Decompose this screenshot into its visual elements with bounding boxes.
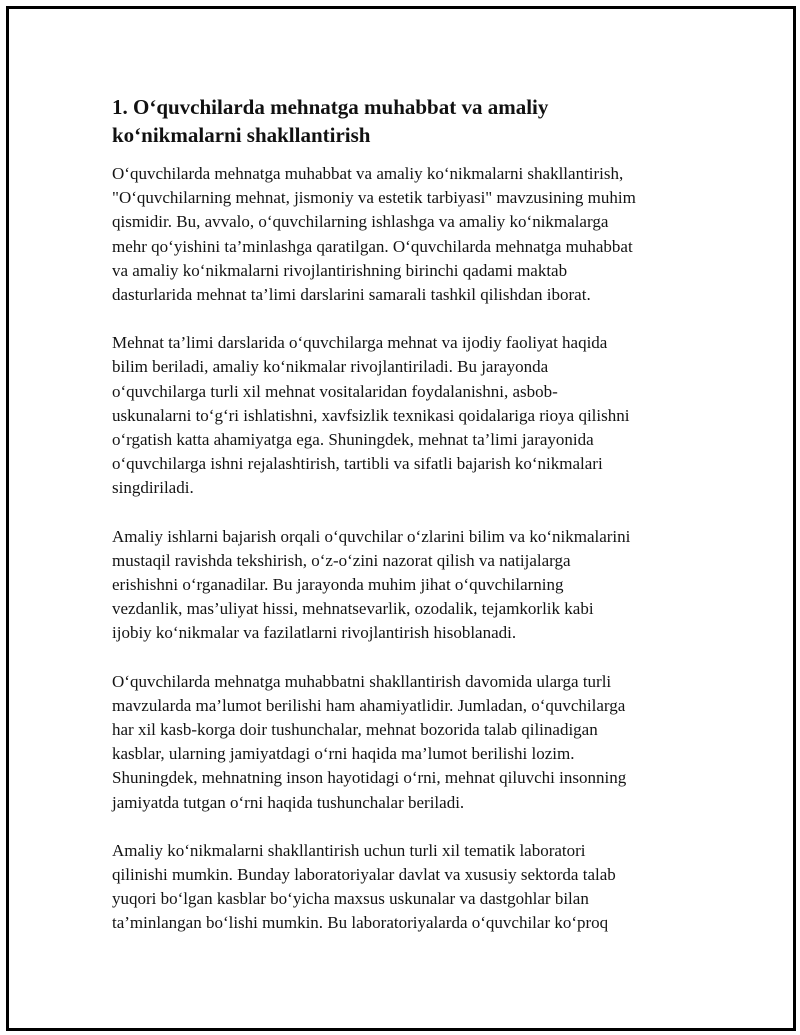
text-line: dasturlarida mehnat ta’limi darslarini samarali tashkil qilishdan iborat. [112, 285, 591, 305]
text-line: har xil kasb-korga doir tushunchalar, mehnat bozorida talab qilinadigan [112, 720, 598, 740]
text-line: qismidir. Bu, avvalo, o‘quvchilarning ishlashga va amaliy ko‘nikmalarga [112, 212, 609, 232]
text-line: Mehnat ta’limi darslarida o‘quvchilarga mehnat va ijodiy faoliyat haqida [112, 333, 608, 353]
text-line: mehr qo‘yishini ta’minlashga qaratilgan. O‘quvchilarda mehnatga muhabbat [112, 236, 633, 256]
document-content [112, 93, 692, 960]
text-line: o‘quvchilarga turli xil mehnat vositalaridan foydalanishni, asbob- [112, 381, 558, 401]
text-line: bilim beriladi, amaliy ko‘nikmalar rivojlantiriladi. Bu jarayonda [112, 357, 549, 377]
text-line: o‘quvchilarga ishni rejalashtirish, tartibli va sifatli bajarish ko‘nikmalari [112, 454, 603, 474]
text-line: uskunalarni to‘g‘ri ishlatishni, xavfsizlik texnikasi qoidalariga rioya qilishni [112, 405, 630, 425]
text-line: va amaliy ko‘nikmalarni rivojlantirishning birinchi qadami maktab [112, 260, 568, 280]
text-line: singdiriladi. [112, 478, 194, 498]
text-line: "O‘quvchilarning mehnat, jismoniy va estetik tarbiyasi" mavzusining muhim [112, 188, 636, 208]
text-line: ijobiy ko‘nikmalar va fazilatlarni rivojlantirish hisoblanadi. [112, 623, 517, 643]
paragraph-5 [112, 839, 692, 936]
text-line: yuqori bo‘lgan kasblar bo‘yicha maxsus uskunalar va dastgohlar bilan [112, 889, 589, 909]
text-line: mustaqil ravishda tekshirish, o‘z-o‘zini nazorat qilish va natijalarga [112, 550, 571, 570]
text-line: jamiyatda tutgan o‘rni haqida tushunchalar beriladi. [112, 792, 465, 812]
document-title [112, 93, 692, 149]
text-line: Amaliy ishlarni bajarish orqali o‘quvchilar o‘zlarini bilim va ko‘nikmalarini [112, 526, 631, 546]
text-line: vezdanlik, mas’uliyat hissi, mehnatsevarlik, ozodalik, tejamkorlik kabi [112, 599, 594, 619]
text-line: mavzularda ma’lumot berilishi ham ahamiyatlidir. Jumladan, o‘quvchilarga [112, 695, 626, 715]
title-line: 1. O‘quvchilarda mehnatga muhabbat va amaliy [112, 95, 549, 119]
text-line: o‘rgatish katta ahamiyatga ega. Shuningdek, mehnat ta’limi jarayonida [112, 430, 594, 450]
text-line: Shuningdek, mehnatning inson hayotidagi o‘rni, mehnat qiluvchi insonning [112, 768, 627, 788]
text-line: erishishni o‘rganadilar. Bu jarayonda muhim jihat o‘quvchilarning [112, 575, 564, 595]
paragraph-2 [112, 331, 692, 500]
text-line: qilinishi mumkin. Bunday laboratoriyalar davlat va xususiy sektorda talab [112, 865, 616, 885]
paragraph-3 [112, 525, 692, 646]
text-line: kasblar, ularning jamiyatdagi o‘rni haqida ma’lumot berilishi lozim. [112, 744, 575, 764]
text-line: O‘quvchilarda mehnatga muhabbat va amaliy ko‘nikmalarni shakllantirish, [112, 164, 624, 183]
text-line: ta’minlangan bo‘lishi mumkin. Bu laboratoriyalarda o‘quvchilar ko‘proq [112, 913, 609, 933]
paragraph-4 [112, 670, 692, 815]
text-line: O‘quvchilarda mehnatga muhabbatni shakllantirish davomida ularga turli [112, 671, 612, 691]
paragraph-1 [112, 162, 692, 307]
text-line: Amaliy ko‘nikmalarni shakllantirish uchun turli xil tematik laboratori [112, 840, 586, 860]
title-line: ko‘nikmalarni shakllantirish [112, 123, 371, 147]
